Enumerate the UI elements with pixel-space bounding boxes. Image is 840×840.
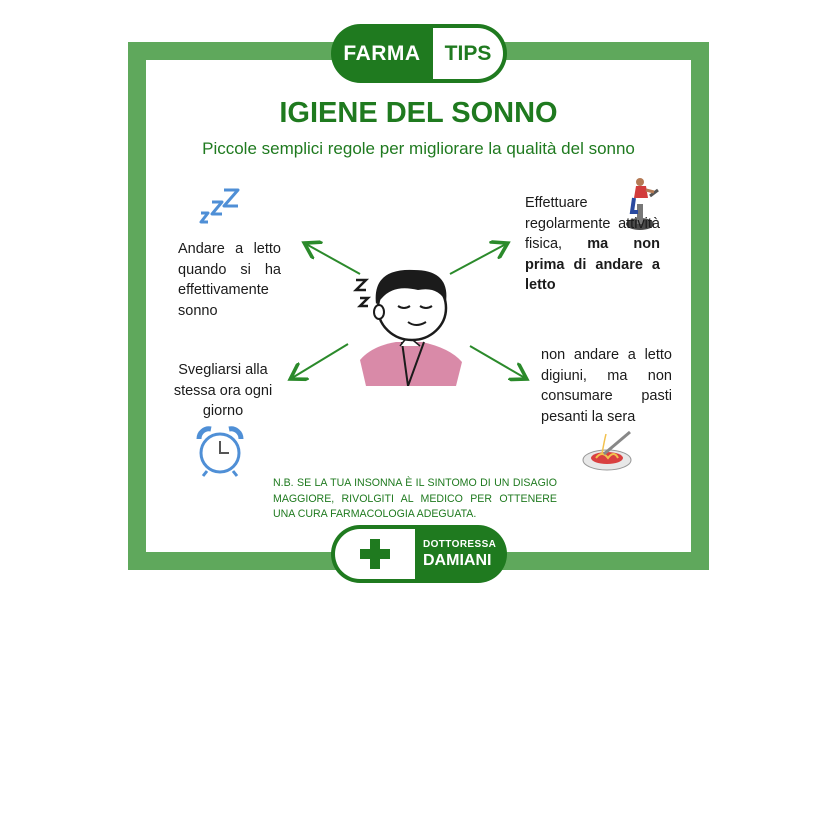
brand-left: FARMA — [343, 41, 421, 65]
footnote: N.B. SE LA TUA INSONNA È IL SINTOMO DI UN DISAGIO MAGGIORE, RIVOLGITI AL MEDICO PER OTTENERE UNA CURA FARMACOLOGIA ADEGUATA. — [273, 477, 557, 520]
tip-exercise — [525, 193, 660, 296]
cross-holder — [335, 529, 415, 579]
tip-wake-same-time: Svegliarsi alla stessa ora ogni giorno — [173, 362, 273, 419]
tip-bed-when-sleepy: Andare a letto quando si ha effettivamente sonno — [178, 241, 281, 319]
tip-exercise-text: Effettuare regolarmente attività fisica, — [525, 195, 660, 252]
alarm-clock-icon — [193, 425, 247, 477]
zzz-icon — [198, 186, 246, 226]
pharmacist-badge — [331, 525, 507, 583]
farmatips-badge — [331, 24, 507, 83]
tip-exercise-bold: ma non prima di andare a letto — [525, 236, 661, 293]
tip-meals: non andare a letto digiuni, ma non consumare pasti pesanti la sera — [541, 347, 672, 425]
page-title: IGIENE DEL SONNO — [279, 97, 558, 129]
pharmacist-name-block — [415, 525, 507, 583]
pharmacist-title: DOTTORESSA — [423, 538, 497, 550]
pharmacist-name: DAMIANI — [423, 551, 492, 569]
pharmacy-cross-icon — [357, 536, 393, 572]
sleeping-man-illustration — [352, 262, 464, 386]
page-subtitle: Piccole semplici regole per migliorare la qualità del sonno — [202, 139, 635, 158]
pasta-plate-icon — [582, 428, 636, 474]
brand-right: TIPS — [433, 28, 503, 79]
